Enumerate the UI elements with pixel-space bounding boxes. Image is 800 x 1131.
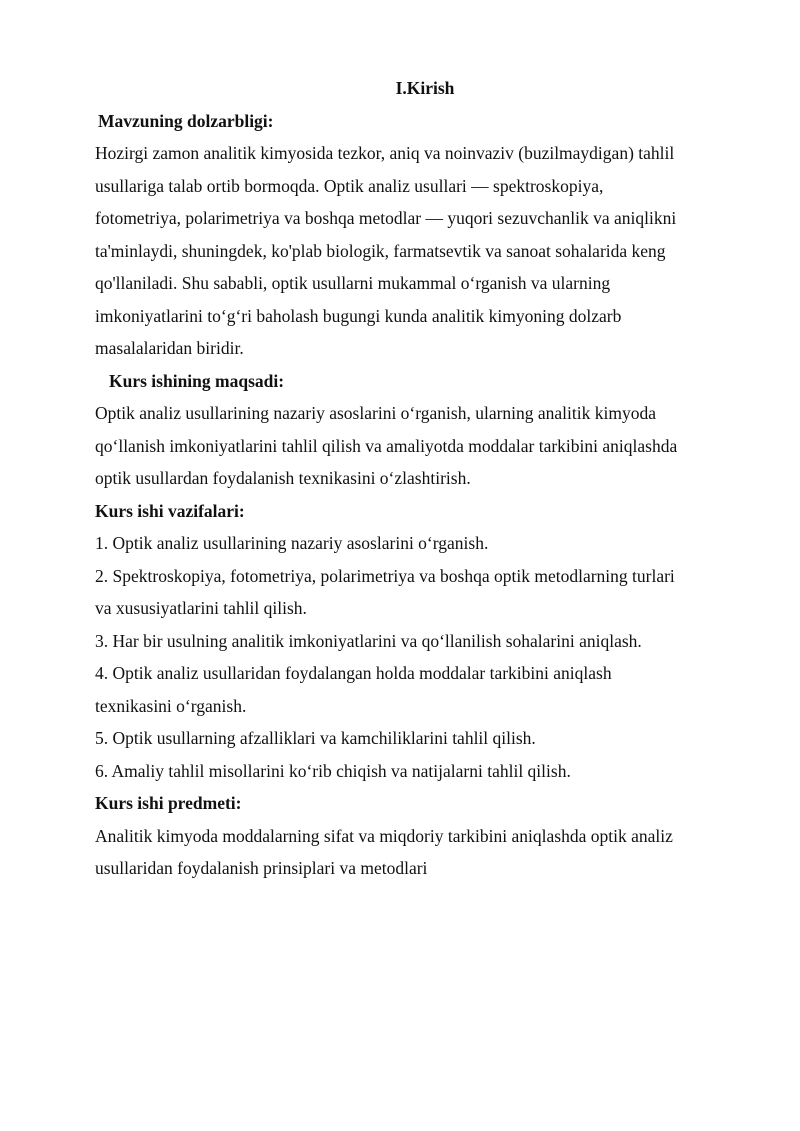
- text-line: masalalaridan biridir.: [95, 338, 244, 358]
- section-body-maqsad: [95, 397, 735, 495]
- text-line: fotometriya, polarimetriya va boshqa metodlar — yuqori sezuvchanlik va aniqlikni: [95, 208, 677, 228]
- list-item: 1. Optik analiz usullarining nazariy asoslarini o‘rganish.: [95, 533, 489, 553]
- text-line: usullariga talab ortib bormoqda. Optik analiz usullari — spektroskopiya,: [95, 175, 604, 196]
- text-line: optik usullardan foydalanish texnikasini o‘zlashtirish.: [95, 468, 471, 488]
- text-line: qo‘llanish imkoniyatlarini tahlil qilish va amaliyotda moddalar tarkibini aniqlashda: [95, 435, 678, 456]
- section-heading-maqsad: Kurs ishining maqsadi:: [109, 370, 285, 391]
- task-list: [95, 527, 735, 787]
- list-item: 4. Optik analiz usullaridan foydalangan holda moddalar tarkibini aniqlash texnikasini o‘rganish.: [95, 663, 612, 716]
- text-line: Analitik kimyoda moddalarning sifat va miqdoriy tarkibini aniqlashda optik analiz: [95, 825, 673, 846]
- section-body-predmet: [95, 820, 735, 885]
- list-item: 3. Har bir usulning analitik imkoniyatlarini va qo‘llanilish sohalarini aniqlash.: [95, 630, 642, 651]
- text-line: Optik analiz usullarining nazariy asoslarini o‘rganish, ularning analitik kimyoda: [95, 403, 656, 423]
- text-line: ta'minlaydi, shuningdek, ko'plab biologik, farmatsevtik va sanoat sohalarida keng: [95, 240, 666, 261]
- list-item: 2. Spektroskopiya, fotometriya, polarimetriya va boshqa optik metodlarning turlari va xususiyatlarini tahlil qilish.: [95, 565, 675, 618]
- page-title: I.Kirish: [395, 78, 455, 98]
- section-body-dolzarblik: [95, 137, 735, 365]
- document-page: [95, 72, 735, 885]
- text-line: imkoniyatlarini to‘g‘ri baholash bugungi kunda analitik kimyoning dolzarb: [95, 305, 622, 326]
- section-heading-dolzarblik: Mavzuning dolzarbligi:: [98, 110, 274, 131]
- text-line: usullaridan foydalanish prinsiplari va metodlari: [95, 858, 428, 878]
- text-line: Hozirgi zamon analitik kimyosida tezkor, aniq va noinvaziv (buzilmaydigan) tahlil: [95, 143, 675, 163]
- section-heading-vazifalar: Kurs ishi vazifalari:: [95, 500, 245, 521]
- list-item: 5. Optik usullarning afzalliklari va kamchiliklarini tahlil qilish.: [95, 728, 536, 748]
- text-line: qo'llaniladi. Shu sababli, optik usullarni mukammal o‘rganish va ularning: [95, 273, 611, 293]
- list-item: 6. Amaliy tahlil misollarini ko‘rib chiqish va natijalarni tahlil qilish.: [95, 760, 571, 781]
- section-heading-predmet: Kurs ishi predmeti:: [95, 793, 242, 813]
